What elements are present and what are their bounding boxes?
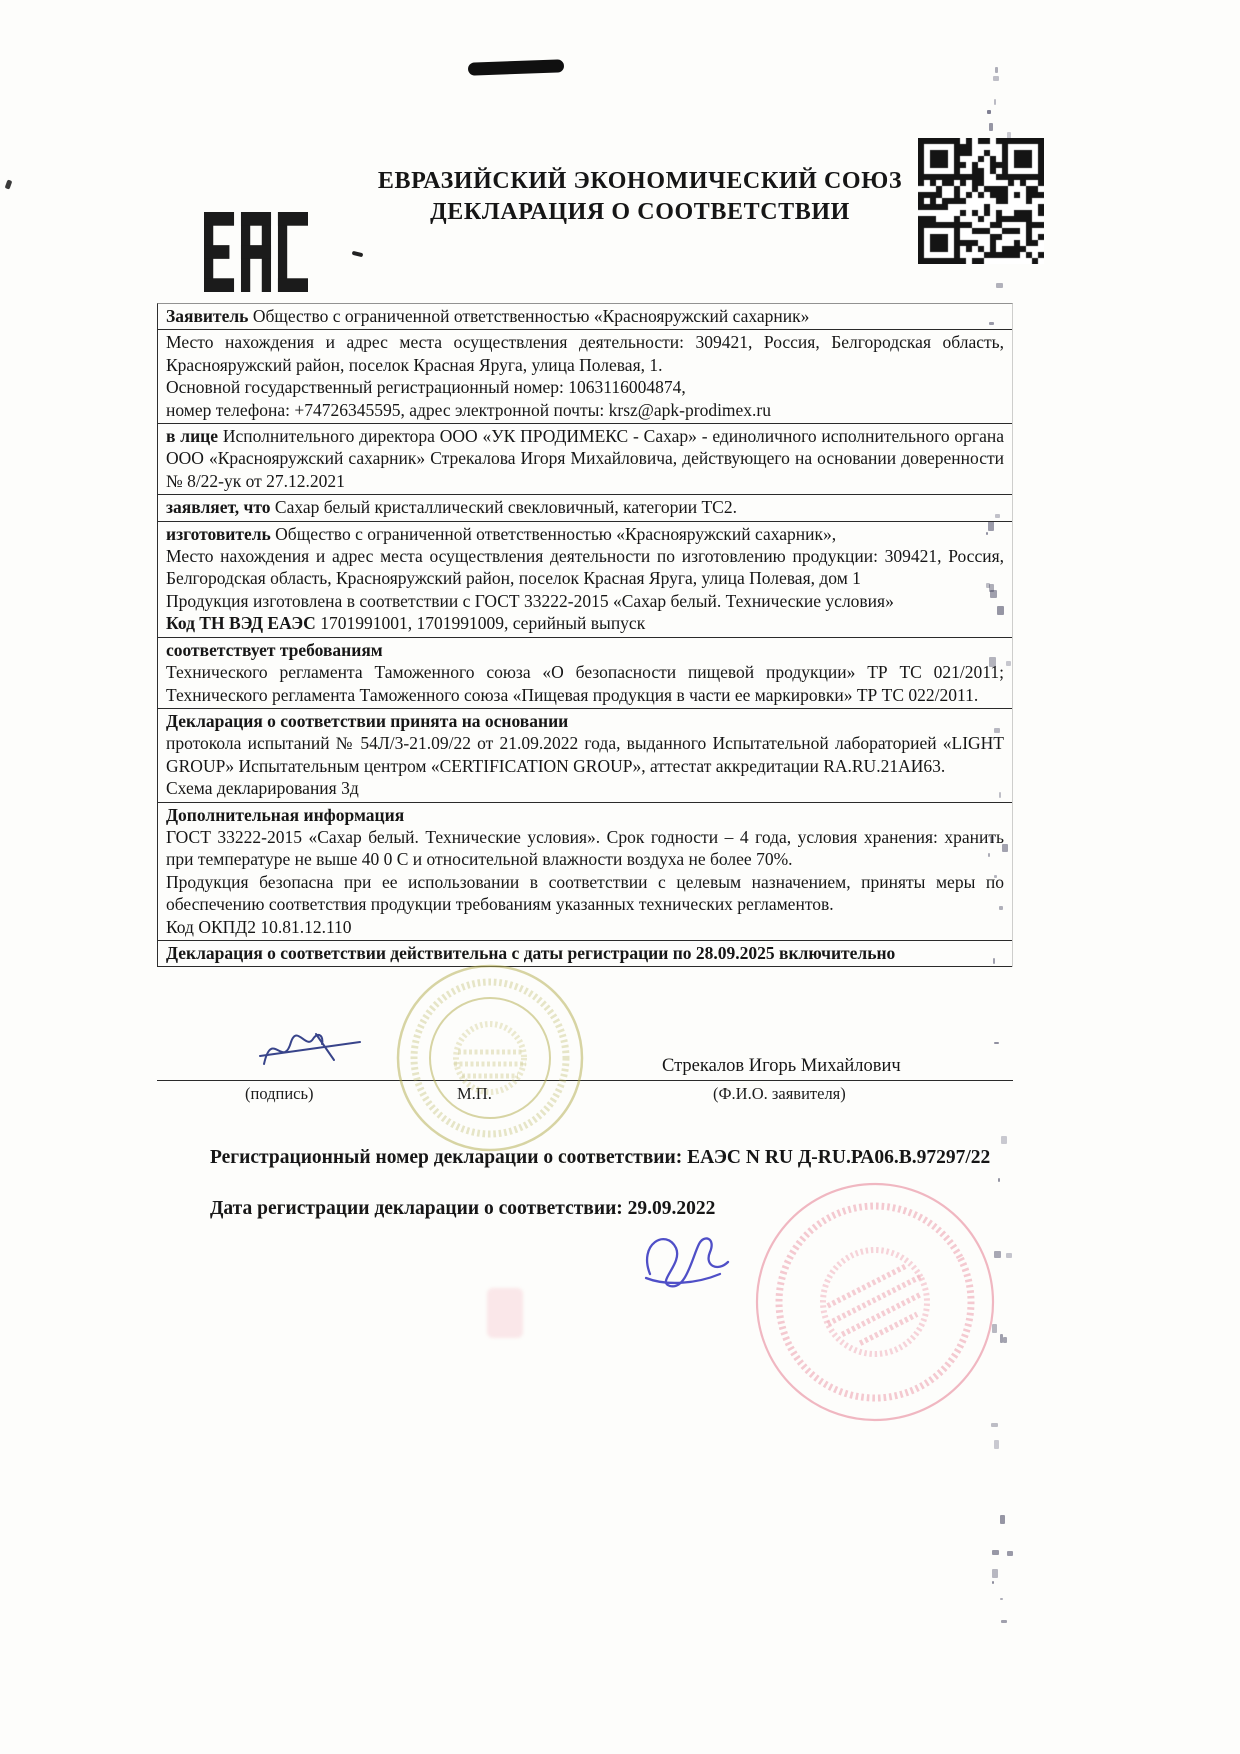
- title-doc-type: ДЕКЛАРАЦИЯ О СООТВЕТСТВИИ: [430, 199, 850, 225]
- section-representative: [158, 424, 1012, 495]
- representative-text: Исполнительного директора ООО «УК ПРОДИМЕКС - Сахар» - единоличного исполнительного органа ООО «Краснояружский сахарник» Стрекалова Игоря Михайловича, действующего на основании доверенности № 8/22-ук от 27.12.2021: [166, 426, 1005, 491]
- declares-text: Сахар белый кристаллический свекловичный, категории ТС2.: [274, 497, 737, 518]
- signature-caption: (подпись): [245, 1084, 314, 1103]
- manufacturer-address: Место нахождения и адрес места осуществления деятельности по изготовлению продукции: 309421, Россия, Белгородская область, Краснояружский район, поселок Красная Яруга, улица Полевая, дом 1: [166, 546, 1004, 589]
- additional-heading: Дополнительная информация: [166, 804, 405, 825]
- signature-area: [157, 1018, 1013, 1103]
- compliance-text: Технического регламента Таможенного союза «О безопасности пищевой продукции» ТР ТС 021/2011; Технического регламента Таможенного союза «Пищевая продукция в части ее маркировки» ТР ТС 022/2011.: [166, 662, 1004, 705]
- document-title: [330, 166, 950, 228]
- declaration-body: [157, 303, 1013, 967]
- title-union: ЕВРАЗИЙСКИЙ ЭКОНОМИЧЕСКИЙ СОЮЗ: [377, 168, 903, 194]
- blue-ink-signature: [636, 1226, 736, 1292]
- applicant-label: Заявитель: [166, 306, 249, 326]
- section-manufacturer: [158, 522, 1012, 638]
- section-validity: [158, 941, 1012, 967]
- scan-smudge-top: [468, 59, 564, 75]
- additional-safety: Продукция безопасна при ее использовании в соответствии с целевым назначением, приняты меры по обеспечению соответствия продукции требованиям указанных технических регламентов.: [166, 871, 1004, 915]
- compliance-heading: соответствует требованиям: [166, 639, 383, 660]
- representative-label: в лице: [166, 426, 219, 447]
- manufacturer-label: изготовитель: [166, 523, 271, 544]
- qr-code-icon: [918, 138, 1044, 264]
- representative-line: [166, 425, 1004, 492]
- basis-protocol: протокола испытаний № 54Л/3-21.09/22 от 21.09.2022 года, выданного Испытательной лабораторией «LIGHT GROUP» Испытательным центром «CERTIFICATION GROUP», аттестат аккредитации RA.RU.21АИ63.: [166, 733, 1004, 776]
- section-additional-info: [158, 803, 1012, 941]
- section-compliance: [158, 638, 1012, 709]
- registration-date-line: Дата регистрации декларации о соответствии: 29.09.2022: [210, 1198, 716, 1219]
- validity-line: Декларация о соответствии действительна с даты регистрации по 28.09.2025 включительно: [166, 942, 896, 963]
- section-applicant: [158, 304, 1012, 330]
- declarant-name: Стрекалов Игорь Михайлович: [662, 1056, 901, 1076]
- tnved-line: [166, 612, 1004, 634]
- scan-mark-left-edge: [5, 179, 13, 189]
- declares-line: [166, 496, 1004, 518]
- manufacturer-gost: Продукция изготовлена в соответствии с ГОСТ 33222-2015 «Сахар белый. Технические условия»: [166, 590, 894, 611]
- tnved-label: Код ТН ВЭД ЕАЭС: [166, 613, 316, 634]
- eac-logo-glyphs: [204, 212, 308, 292]
- applicant-name: Общество с ограниченной ответственностью «Краснояружский сахарник»: [252, 306, 810, 326]
- registration-number-line: Регистрационный номер декларации о соответствии: ЕАЭС N RU Д-RU.РА06.В.97297/22: [210, 1147, 991, 1168]
- applicant-ogrn: Основной государственный регистрационный номер: 1063116004874,: [166, 377, 686, 398]
- eac-logo-icon: [204, 212, 308, 297]
- additional-storage: ГОСТ 33222-2015 «Сахар белый. Технические условия». Срок годности – 4 года, условия хранения: хранить при температуре не выше 40 0 С и относительной влажности воздуха не более 70%.: [166, 826, 1004, 870]
- manufacturer-line: [166, 523, 1004, 545]
- declarant-name-caption: (Ф.И.О. заявителя): [713, 1084, 846, 1103]
- section-declares: [158, 495, 1012, 521]
- scan-mark-near-title: [352, 251, 364, 258]
- applicant-address: Место нахождения и адрес места осуществления деятельности: 309421, Россия, Белгородская область, Краснояружский район, поселок Красная Яруга, улица Полевая, 1.: [166, 332, 1004, 375]
- pink-round-stamp: [735, 1172, 1015, 1432]
- pink-ink-smudge: [487, 1288, 523, 1338]
- tnved-value: 1701991001, 1701991009, серийный выпуск: [320, 613, 646, 634]
- applicant-line: [166, 305, 1004, 327]
- applicant-contacts: номер телефона: +74726345595, адрес электронной почты: krsz@apk-prodimex.ru: [166, 399, 772, 420]
- stamp-place-caption: М.П.: [457, 1084, 492, 1103]
- section-applicant-details: [158, 330, 1012, 424]
- okpd-code: Код ОКПД2 10.81.12.110: [166, 916, 352, 937]
- manufacturer-name: Общество с ограниченной ответственностью «Краснояружский сахарник»,: [275, 523, 837, 544]
- section-basis: [158, 709, 1012, 803]
- basis-heading: Декларация о соответствии принята на основании: [166, 710, 569, 731]
- basis-scheme: Схема декларирования 3д: [166, 778, 359, 799]
- declares-label: заявляет, что: [166, 497, 271, 518]
